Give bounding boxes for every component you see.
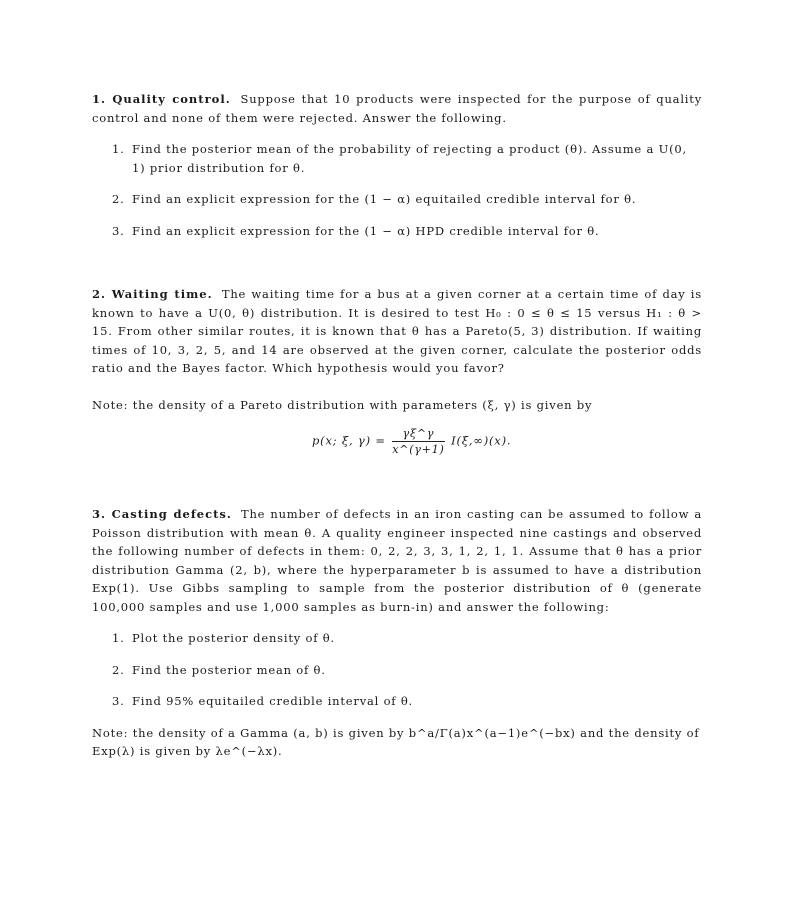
formula-lhs: p(x; ξ, γ) = xyxy=(312,433,386,448)
item-number: 1. xyxy=(112,142,125,156)
problem-3 xyxy=(92,505,702,761)
problem-3-intro: The number of defects in an iron casting can be assumed to follow a Poisson distribution with mean θ. A quality engineer inspected nine castings and observed the following number of defects in them: 0, 2, 2, 3, 3, 1, 2, 1, 1. Assume that θ has a prior distribution Gamma (2, b), where the hyperparameter b is assumed to have a distribution Exp(1). Use Gibbs sampling to sample from the posterior distribution of θ (generate 100,000 samples and use 1,000 samples as burn-in) and answer the following: xyxy=(92,507,702,614)
problem-1-intro-paragraph xyxy=(92,90,702,127)
item-text: Find 95% equitailed credible interval of θ. xyxy=(132,694,413,708)
formula-numerator: γξ^γ xyxy=(392,427,444,442)
item-text: Find an explicit expression for the (1 − α) HPD credible interval for θ. xyxy=(132,223,600,238)
item-text: Find the posterior mean of the probability of rejecting a product (θ). Assume a U(0, 1) prior distribution for θ. xyxy=(132,142,687,175)
formula-fraction xyxy=(392,427,444,456)
item-text: Plot the posterior density of θ. xyxy=(132,631,335,645)
problem-3-heading: 3. Casting defects. xyxy=(92,507,232,521)
problem-3-item-3 xyxy=(92,692,702,711)
problem-2-heading: 2. Waiting time. xyxy=(92,287,213,301)
problem-3-note: Note: the density of a Gamma (a, b) is given by b^a/Γ(a)x^(a−1)e^(−bx) and the density of Exp(λ) is given by λe^(−λx). xyxy=(92,725,700,758)
item-number: 1. xyxy=(112,631,125,645)
problem-2-intro: The waiting time for a bus at a given corner at a certain time of day is known to have a U(0, θ) distribution. It is desired to test H₀ : 0 ≤ θ ≤ 15 versus H₁ : θ > 15. From other similar routes, it is known that θ has a Pareto(5, 3) distribution. If waiting times of 10, 3, 2, 5, and 14 are observed at the given corner, calculate the posterior odds ratio and the Bayes factor. Which hypothesis would you favor? xyxy=(92,287,702,375)
problem-1-item-2 xyxy=(92,190,702,209)
pareto-density-formula xyxy=(312,427,511,456)
problem-1-items xyxy=(92,140,702,240)
formula-rhs: I(ξ,∞)(x). xyxy=(451,433,512,448)
problem-3-items xyxy=(92,629,702,711)
problem-3-item-1 xyxy=(92,629,702,648)
item-number: 2. xyxy=(112,192,125,206)
problem-1 xyxy=(92,90,702,240)
problem-2-note: Note: the density of a Pareto distribution with parameters (ξ, γ) is given by xyxy=(92,397,593,412)
item-number: 3. xyxy=(112,223,125,238)
problem-1-intro: Suppose that 10 products were inspected for the purpose of quality control and none of them were rejected. Answer the following. xyxy=(92,92,702,125)
item-number: 3. xyxy=(112,694,125,708)
problem-3-item-2 xyxy=(92,661,702,680)
item-number: 2. xyxy=(112,662,125,677)
problem-3-intro-paragraph xyxy=(92,505,702,616)
problem-1-item-1 xyxy=(92,140,702,177)
problem-2-intro-paragraph xyxy=(92,285,702,378)
formula-denominator: x^(γ+1) xyxy=(392,443,445,456)
item-text: Find an explicit expression for the (1 − α) equitailed credible interval for θ. xyxy=(132,192,637,206)
problem-1-heading: 1. Quality control. xyxy=(92,92,231,106)
item-text: Find the posterior mean of θ. xyxy=(132,662,326,677)
problem-1-item-3 xyxy=(92,222,702,241)
